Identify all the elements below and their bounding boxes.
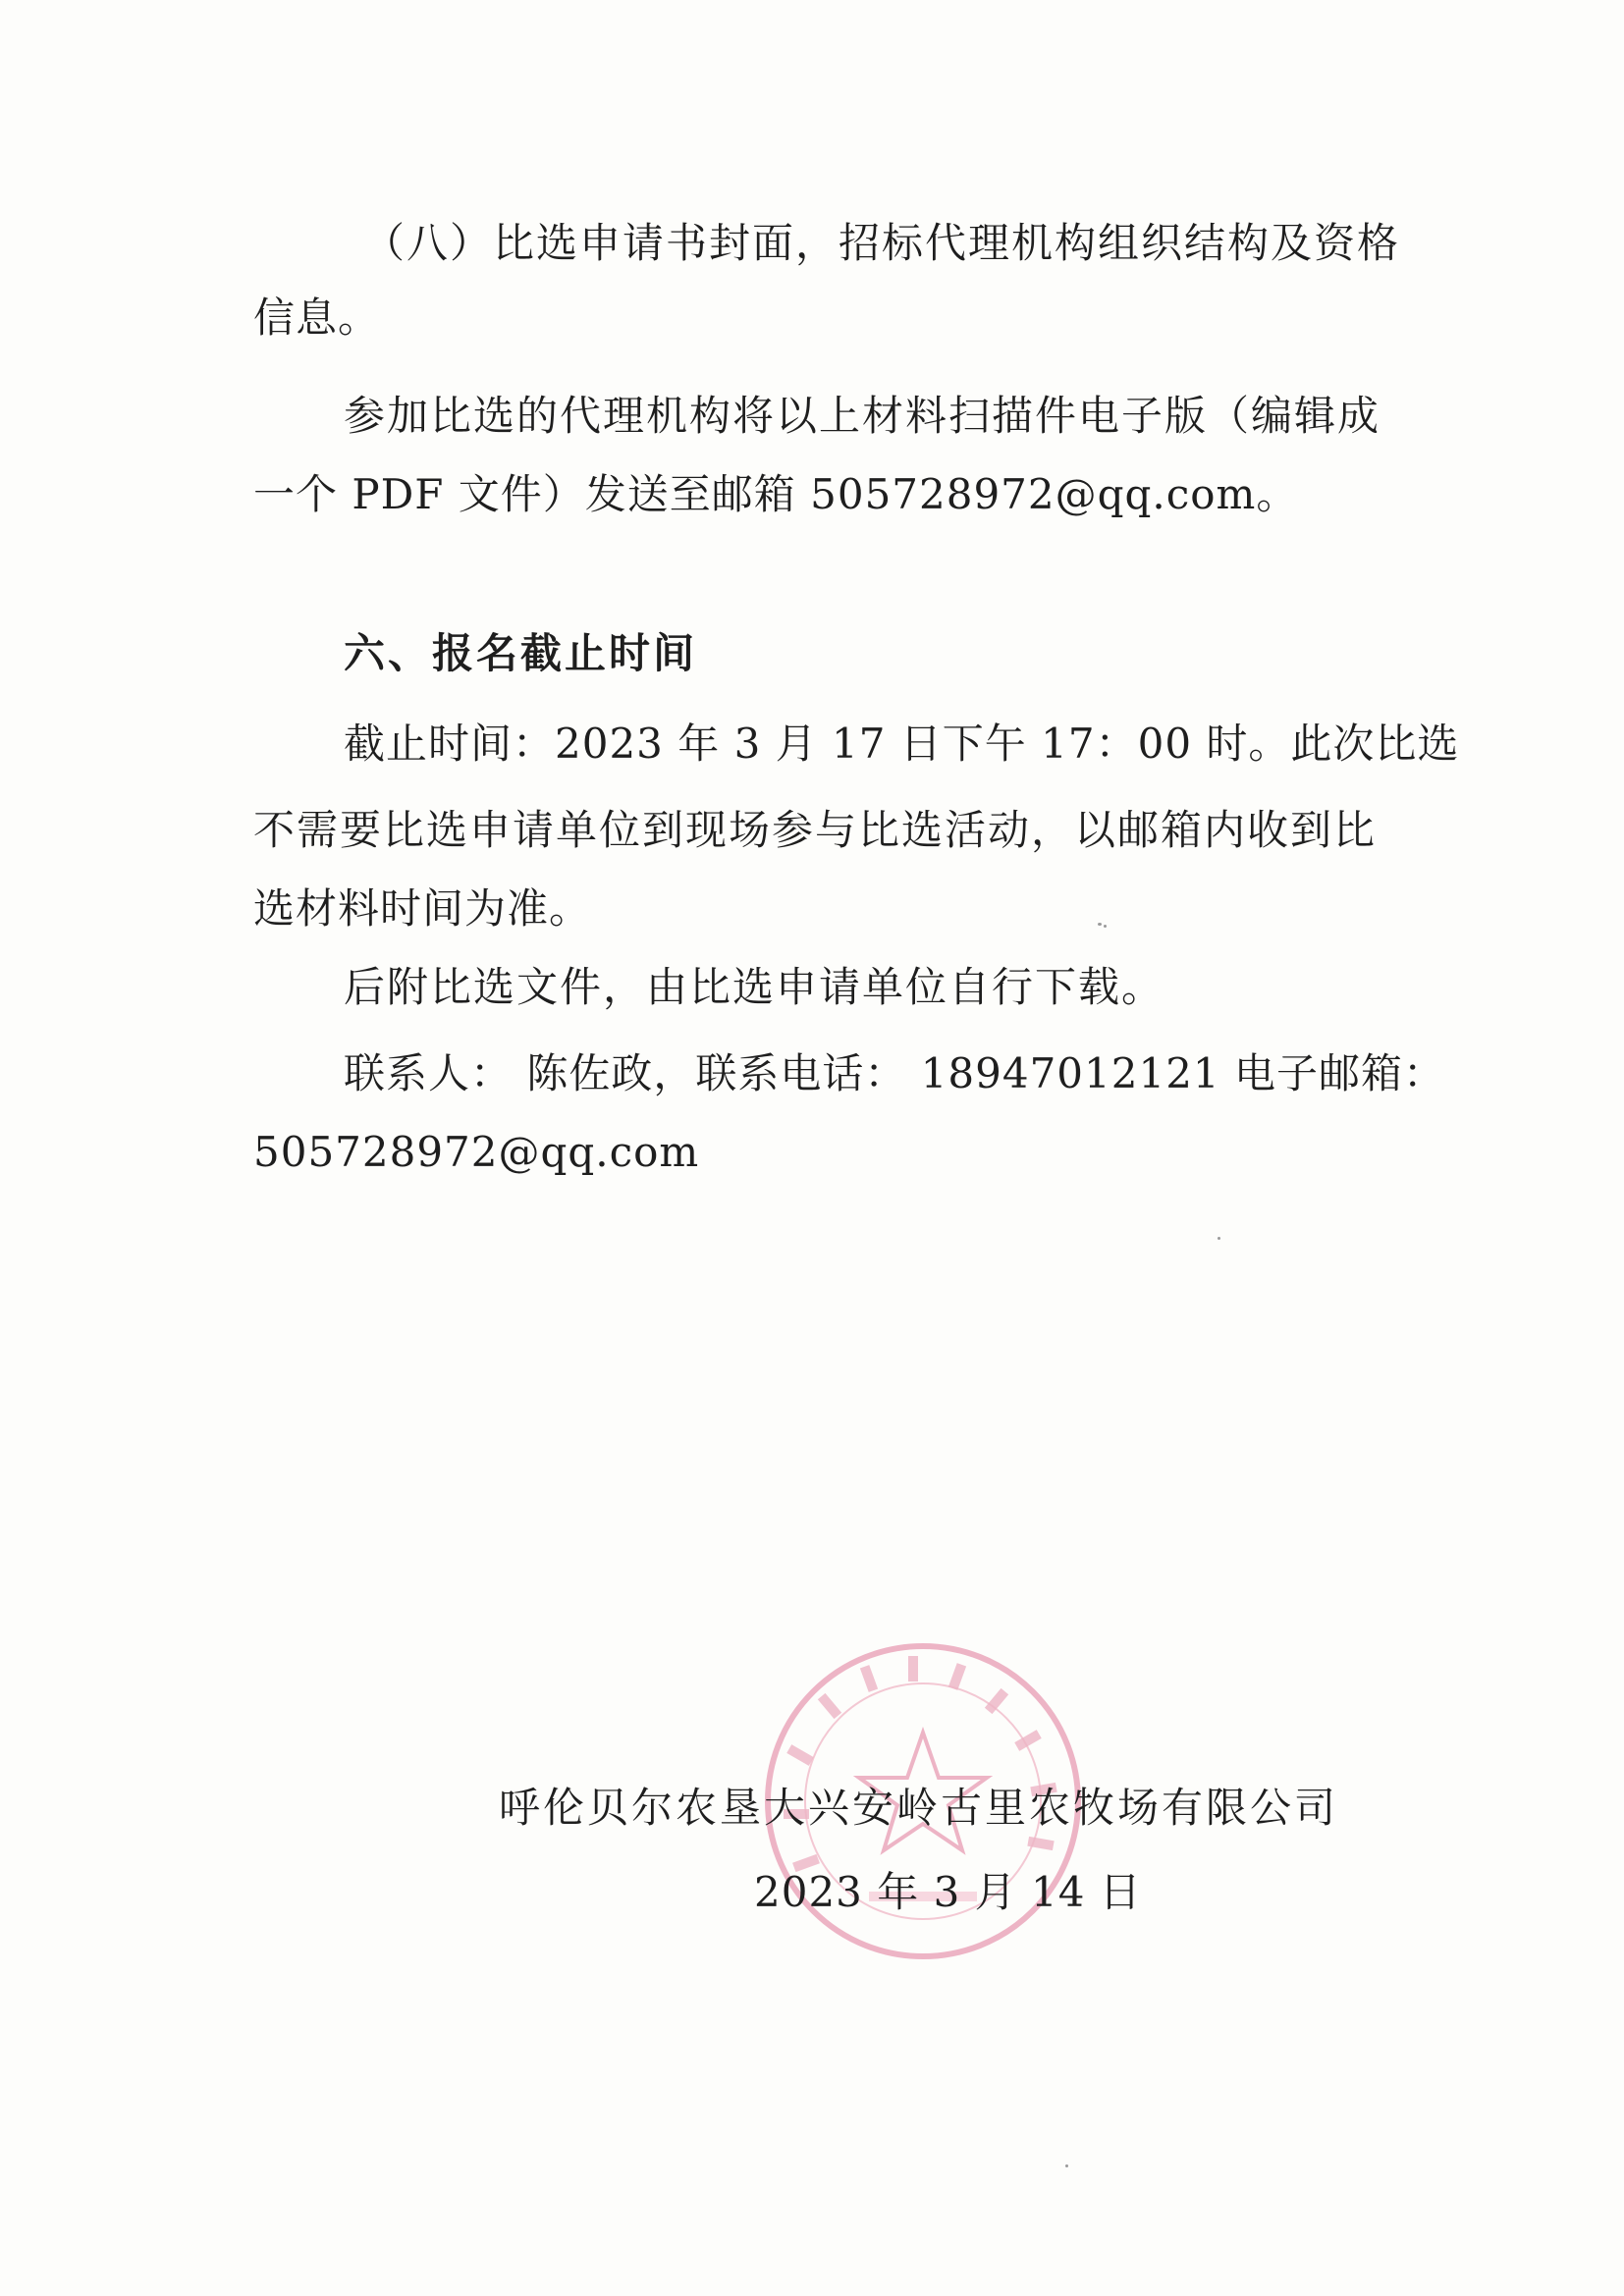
scan-speck: [1065, 2164, 1068, 2167]
contact-line1: 联系人： 陈佐政，联系电话： 18947012121 电子邮箱：: [344, 1049, 1445, 1097]
scan-speck: [1104, 925, 1107, 928]
submission-line2: 一个 PDF 文件）发送至邮箱 505728972@qq.com。: [253, 470, 1299, 518]
scan-speck: [1098, 923, 1102, 926]
section-heading: 六、报名截止时间: [344, 629, 698, 677]
company-name: 呼伦贝尔农垦大兴安岭古里农牧场有限公司: [499, 1784, 1339, 1832]
submission-line1: 参加比选的代理机构将以上材料扫描件电子版（编辑成: [344, 392, 1381, 440]
scan-speck: [1218, 1237, 1220, 1240]
deadline-line1: 截止时间：2023 年 3 月 17 日下午 17：00 时。此次比选: [344, 720, 1460, 768]
signature-date: 2023 年 3 月 14 日: [754, 1868, 1142, 1916]
item8-line1: （八）比选申请书封面，招标代理机构组织结构及资格: [363, 219, 1401, 267]
contact-line2: 505728972@qq.com: [253, 1128, 700, 1176]
deadline-line3: 选材料时间为准。: [253, 884, 592, 933]
deadline-line2: 不需要比选申请单位到现场参与比选活动，以邮箱内收到比: [253, 806, 1378, 854]
attachment-note: 后附比选文件，由比选申请单位自行下载。: [344, 963, 1165, 1011]
item8-line2: 信息。: [253, 294, 381, 342]
